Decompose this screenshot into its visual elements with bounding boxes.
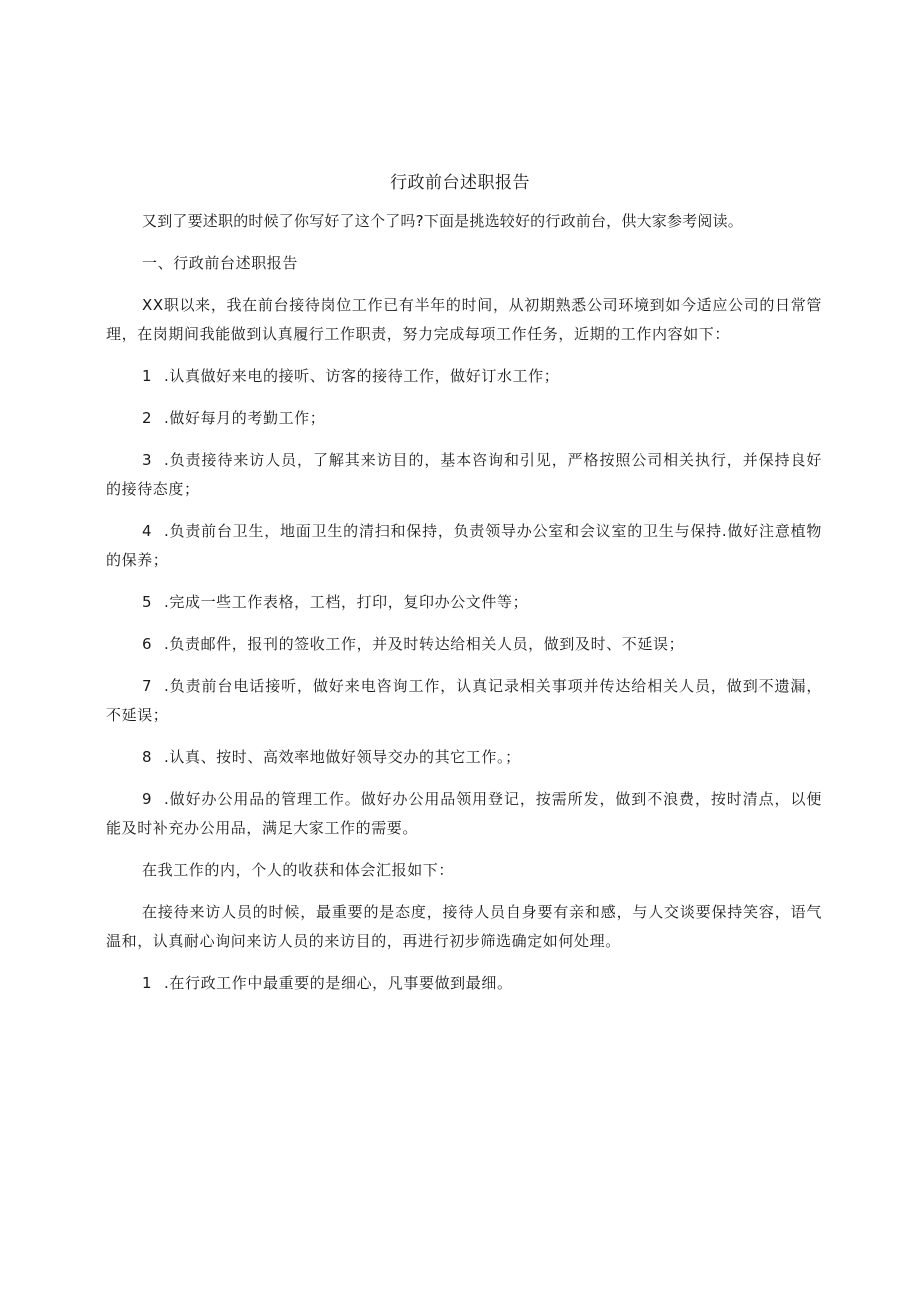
summary-paragraph: 在接待来访人员的时候，最重要的是态度，接待人员自身要有亲和感，与人交谈要保持笑容，语气温和，认真耐心询问来访人员的来访目的，再进行初步筛选确定如何处理。 [106,903,822,950]
item-text: .做好办公用品的管理工作。做好办公用品领用登记，按需所发，做到不浪费，按时清点，以便能及时补充办公用品，满足大家工作的需要。 [106,790,822,837]
list-item [106,588,822,617]
list-item [106,446,822,504]
item-number: 9 [142,790,153,808]
item-text: .负责接待来访人员，了解其来访目的，基本咨询和引见，严格按照公司相关执行，并保持良好的接待态度； [106,451,822,498]
list-item [106,404,822,433]
item-number: 4 [142,522,153,540]
item-text: .认真、按时、高效率地做好领导交办的其它工作。； [164,748,521,766]
item-text: .负责邮件，报刊的签收工作，并及时转达给相关人员，做到及时、不延误； [164,635,685,653]
item-number: 5 [142,593,153,611]
item-text: .负责前台电话接听，做好来电咨询工作，认真记录相关事项并传达给相关人员，做到不遗漏，不延误； [106,677,822,724]
summary-intro: 在我工作的内，个人的收获和体会汇报如下： [142,861,455,879]
document-body [106,207,822,1011]
document-title: 行政前台述职报告 [390,173,530,193]
final-list-item [106,969,822,998]
item-text: .负责前台卫生，地面卫生的清扫和保持，负责领导办公室和会议室的卫生与保持.做好注意植物的保养； [106,522,822,569]
item-text: .做好每月的考勤工作； [164,409,326,427]
item-number: 1 [142,974,153,992]
item-number: 1 [142,367,153,385]
section-heading: 一、行政前台述职报告 [142,254,299,272]
list-item [106,672,822,730]
list-item [106,517,822,575]
item-number: 8 [142,748,153,766]
item-number: 2 [142,409,153,427]
opening-paragraph: XX职以来，我在前台接待岗位工作已有半年的时间，从初期熟悉公司环境到如今适应公司的日常管理，在岗期间我能做到认真履行工作职责，努力完成每项工作任务，近期的工作内容如下： [106,296,822,343]
list-item [106,743,822,772]
list-item [106,630,822,659]
item-text: .认真做好来电的接听、访客的接待工作，做好订水工作； [164,367,560,385]
item-text: .在行政工作中最重要的是细心，凡事要做到最细。 [164,974,513,992]
intro-paragraph: 又到了要述职的时候了你写好了这个了吗?下面是挑选较好的行政前台，供大家参考阅读。 [142,212,743,230]
list-item [106,785,822,843]
item-text: .完成一些工作表格，工档，打印，复印办公文件等； [164,593,529,611]
list-item [106,362,822,391]
item-number: 6 [142,635,153,653]
item-number: 7 [142,677,153,695]
item-number: 3 [142,451,153,469]
